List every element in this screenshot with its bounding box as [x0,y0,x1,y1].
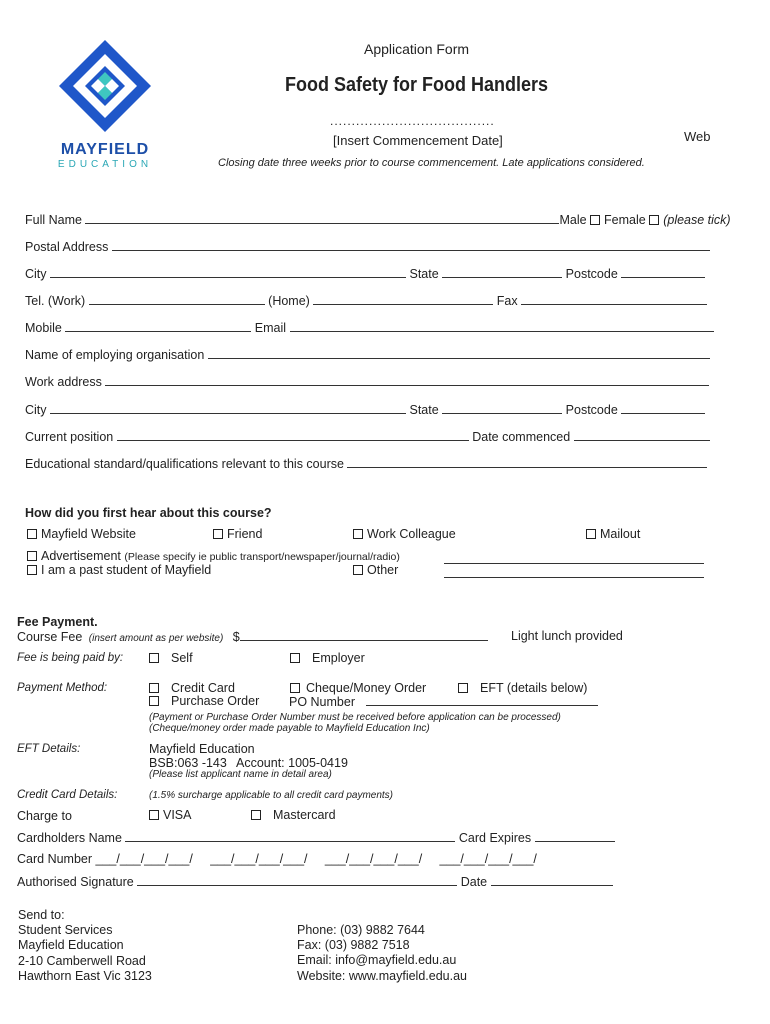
cheque-label: Cheque/Money Order [306,681,427,695]
education-label: Educational standard/qualifications relevant to this course [25,457,344,471]
po-note-2: (Cheque/money order made payable to Mayfield Education Inc) [149,723,430,734]
tel-work-label: Tel. (Work) [25,294,86,308]
advert-checkbox[interactable] [27,551,37,561]
mailout-label: Mailout [600,527,641,541]
position-input[interactable] [117,429,469,441]
row-postal [25,239,710,254]
po-number-input[interactable] [366,694,598,706]
contact-website[interactable]: Website: www.mayfield.edu.au [297,968,467,983]
course-fee-input[interactable] [240,629,488,641]
full-name-label: Full Name [25,213,82,227]
paid-by-label: Fee is being paid by: [17,652,124,664]
city2-label: City [25,403,47,417]
self-label: Self [171,651,193,665]
hear-past[interactable] [27,563,211,577]
lunch-note: Light lunch provided [511,629,623,643]
hear-other[interactable] [353,563,398,577]
row-full-name [25,212,731,227]
work-address-input[interactable] [105,374,709,386]
website-label: Mayfield Website [41,527,136,541]
send-line-4: Hawthorn East Vic 3123 [18,968,152,983]
send-to [18,908,152,984]
eft-details-label: EFT Details: [17,743,81,755]
date-input[interactable] [491,874,613,886]
colleague-checkbox[interactable] [353,529,363,539]
postcode2-input[interactable] [621,402,705,414]
past-label: I am a past student of Mayfield [41,563,212,577]
card-number-input[interactable]: ___/___/___/___/ ___/___/___/___/ ___/___/___/___/ ___/___/___/___/ [95,852,537,866]
row-mobile [25,320,714,335]
past-checkbox[interactable] [27,565,37,575]
postcode-label: Postcode [565,267,618,281]
cheque-checkbox[interactable] [290,683,300,693]
tel-work-input[interactable] [89,293,265,305]
method-cheque[interactable] [290,681,426,695]
mailout-checkbox[interactable] [586,529,596,539]
form-label: Application Form [364,41,470,57]
row-course-fee [17,629,488,644]
state-label: State [409,267,439,281]
mastercard-label: Mastercard [273,808,336,822]
row-signature [17,874,613,889]
eft-account: Account: 1005-0419 [236,756,348,770]
cardholder-label: Cardholders Name [17,831,122,845]
mastercard-checkbox[interactable] [251,810,261,820]
row-employer [25,347,710,362]
friend-label: Friend [227,527,263,541]
employer-pay-label: Employer [312,651,365,665]
row-tel [25,293,707,308]
contact-email[interactable]: Email: info@mayfield.edu.au [297,953,457,968]
home-label: (Home) [268,294,310,308]
date-label: Date [460,875,488,889]
logo-emblem [50,36,160,136]
other-label: Other [367,563,399,577]
send-title: Send to: [18,908,65,922]
po-number [289,694,598,709]
hear-colleague[interactable] [353,527,456,541]
fax-input[interactable] [521,293,707,305]
visa-checkbox[interactable] [149,810,159,820]
logo-name: MAYFIELD [60,141,150,158]
date-placeholder: [Insert Commencement Date] [333,133,503,148]
city-label: City [25,267,47,281]
charge-mastercard[interactable] [251,808,336,822]
paid-employer[interactable] [290,651,365,665]
friend-checkbox[interactable] [213,529,223,539]
postcode-input[interactable] [621,266,705,278]
charge-to-label: Charge to [17,809,72,823]
paid-self[interactable] [149,651,193,665]
fee-title: Fee Payment. [17,615,98,629]
contact-phone: Phone: (03) 9882 7644 [297,923,425,937]
full-name-input[interactable] [85,212,559,224]
date-commenced-input[interactable] [574,429,710,441]
contact-details [297,923,467,984]
row-city2 [25,402,705,417]
row-position [25,429,710,444]
postcode2-label: Postcode [565,403,618,417]
eft-name: Mayfield Education [149,742,255,756]
cc-details-label: Credit Card Details: [17,789,118,801]
expires-label: Card Expires [458,831,532,845]
charge-visa[interactable] [149,808,192,822]
city-input[interactable] [50,266,406,278]
logo [50,36,160,171]
state2-input[interactable] [442,402,562,414]
po-label: Purchase Order [171,694,260,708]
eft-note: (Please list applicant name in detail area) [149,769,332,780]
hear-website[interactable] [27,527,136,541]
credit-label: Credit Card [171,681,235,695]
employer-input[interactable] [208,347,710,359]
state-input[interactable] [442,266,562,278]
hear-title: How did you first hear about this course? [25,506,272,520]
row-card-number [17,852,537,866]
send-line-3: 2-10 Camberwell Road [18,953,146,968]
eft-label: EFT (details below) [480,681,588,695]
row-education [25,456,707,471]
method-label: Payment Method: [17,682,108,694]
visa-label: VISA [163,808,192,822]
email-label: Email [254,321,287,335]
po-note-1: (Payment or Purchase Order Number must be received before application can be processed) [149,712,561,723]
signature-label: Authorised Signature [17,875,134,889]
employer-label: Name of employing organisation [25,348,205,362]
website-checkbox[interactable] [27,529,37,539]
date-commenced-label: Date commenced [472,430,571,444]
mobile-label: Mobile [25,321,62,335]
send-line-2: Mayfield Education [18,938,124,953]
send-line-1: Student Services [18,923,113,938]
method-po[interactable] [149,694,259,708]
advert-input[interactable] [444,555,704,564]
email-input[interactable] [290,320,714,332]
city2-input[interactable] [50,402,406,414]
surcharge-note: (1.5% surcharge applicable to all credit card payments) [149,790,394,801]
row-cardholder [17,830,615,845]
po-checkbox[interactable] [149,696,159,706]
postal-input[interactable] [112,239,710,251]
fee-title-text: Fee Payment [17,615,95,629]
cardholder-input[interactable] [125,830,455,842]
eft-bsb: BSB:063 -143 [149,756,227,770]
education-input[interactable] [347,456,707,468]
method-eft[interactable] [458,681,587,695]
male-label: Male [559,213,587,227]
state2-label: State [409,403,439,417]
insert-amount-note: (insert amount as per website) [88,633,224,644]
closing-note: Closing date three weeks prior to course commencement. Late applications considered. [218,157,645,169]
row-work-address [25,374,709,389]
logo-sub: EDUCATION [57,159,153,170]
home-input[interactable] [313,293,493,305]
hear-advert[interactable] [27,549,400,563]
hear-friend[interactable] [213,527,262,541]
please-tick-note: (please tick) [663,213,731,227]
male-checkbox[interactable] [590,215,600,225]
card-number-label: Card Number [17,852,93,866]
other-checkbox[interactable] [353,565,363,575]
female-checkbox[interactable] [649,215,659,225]
method-credit[interactable] [149,681,235,695]
advert-note: (Please specify ie public transport/newspaper/journal/radio) [124,551,400,563]
credit-checkbox[interactable] [149,683,159,693]
employer-checkbox[interactable] [290,653,300,663]
course-fee-label: Course Fee [17,630,83,644]
position-label: Current position [25,430,114,444]
page-title: Food Safety for Food Handlers [285,74,549,96]
advert-label: Advertisement [41,549,121,563]
row-city [25,266,705,281]
colleague-label: Work Colleague [367,527,456,541]
self-checkbox[interactable] [149,653,159,663]
date-dots: ...................................... [330,114,495,128]
expires-input[interactable] [535,830,615,842]
work-address-label: Work address [25,375,102,389]
web-label: Web [684,129,711,144]
signature-input[interactable] [137,874,457,886]
fax-label: Fax [496,294,518,308]
hear-mailout[interactable] [586,527,640,541]
mobile-input[interactable] [65,320,251,332]
eft-checkbox[interactable] [458,683,468,693]
po-number-label: PO Number [289,695,355,709]
postal-label: Postal Address [25,240,109,254]
other-input[interactable] [444,569,704,578]
contact-fax: Fax: (03) 9882 7518 [297,938,410,953]
dollar-sign: $ [232,630,240,644]
female-label: Female [604,213,646,227]
